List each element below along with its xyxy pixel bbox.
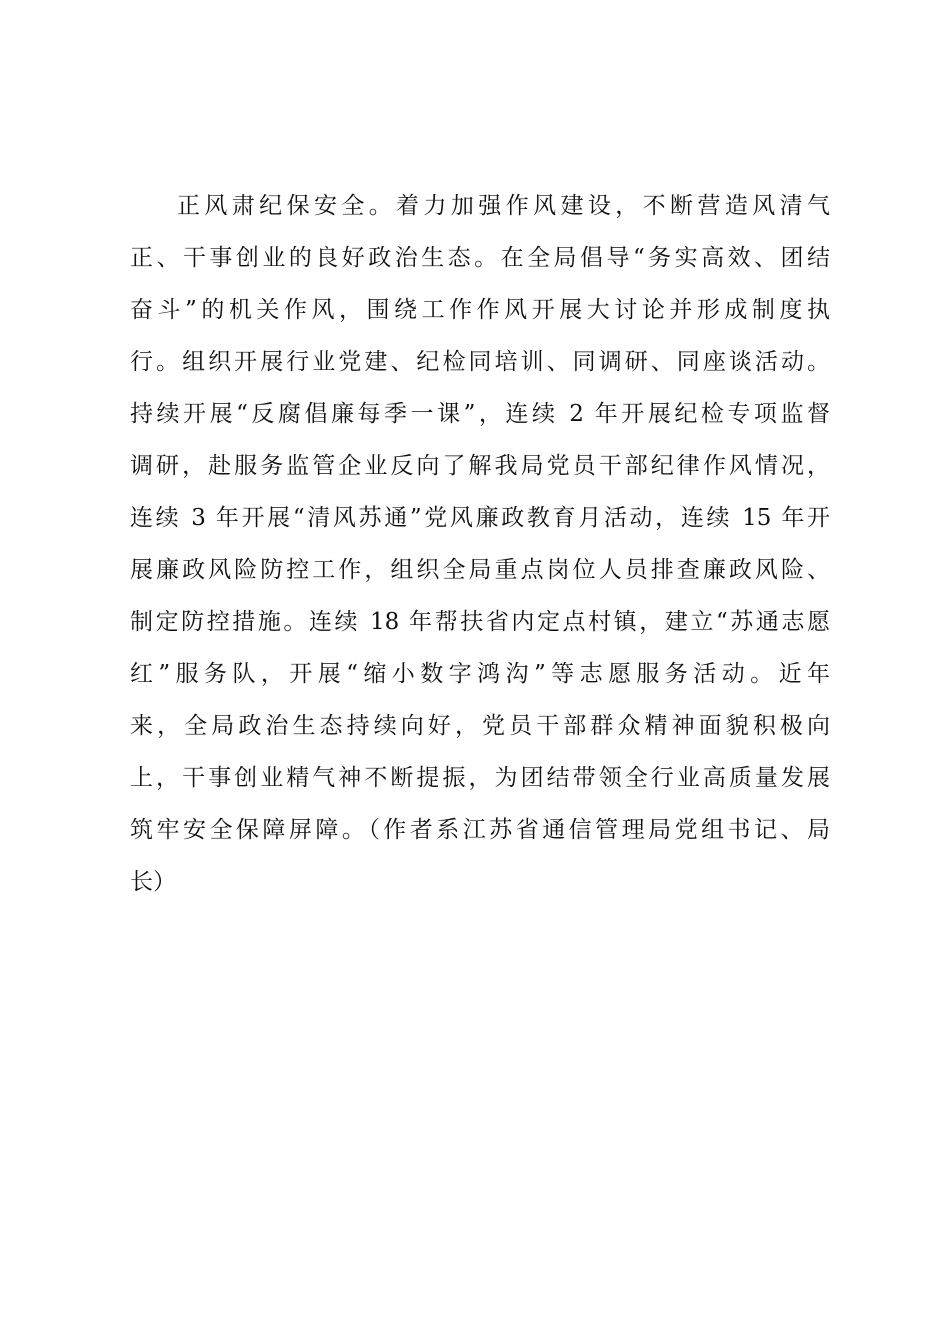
paragraph-line: 上，干事创业精气神不断提振，为团结带领全行业高质量发展 [130,765,830,791]
paragraph-line: 正风肃纪保安全。着力加强作风建设，不断营造风清气 [177,193,830,219]
paragraph-line: 筑牢安全保障屏障。（作者系江苏省通信管理局党组书记、局 [130,817,830,843]
paragraph-line: 连续 3 年开展“清风苏通”党风廉政教育月活动，连续 15 年开 [130,505,830,531]
paragraph-line: 持续开展“反腐倡廉每季一课”，连续 2 年开展纪检专项监督 [130,401,830,427]
paragraph-line: 奋斗”的机关作风，围绕工作作风开展大讨论并形成制度执 [130,297,830,323]
paragraph-line: 长） [130,869,176,895]
paragraph-line: 展廉政风险防控工作，组织全局重点岗位人员排查廉政风险、 [130,557,830,583]
paragraph-line: 正、干事创业的良好政治生态。在全局倡导“务实高效、团结 [130,245,830,271]
article-paragraph [130,180,830,908]
paragraph-line: 来，全局政治生态持续向好，党员干部群众精神面貌积极向 [130,713,830,739]
paragraph-line: 行。组织开展行业党建、纪检同培训、同调研、同座谈活动。 [130,349,830,375]
paragraph-line: 调研，赴服务监管企业反向了解我局党员干部纪律作风情况， [130,453,830,479]
paragraph-line: 制定防控措施。连续 18 年帮扶省内定点村镇，建立“苏通志愿 [130,609,830,635]
paragraph-line: 红”服务队，开展“缩小数字鸿沟”等志愿服务活动。近年 [130,661,830,687]
